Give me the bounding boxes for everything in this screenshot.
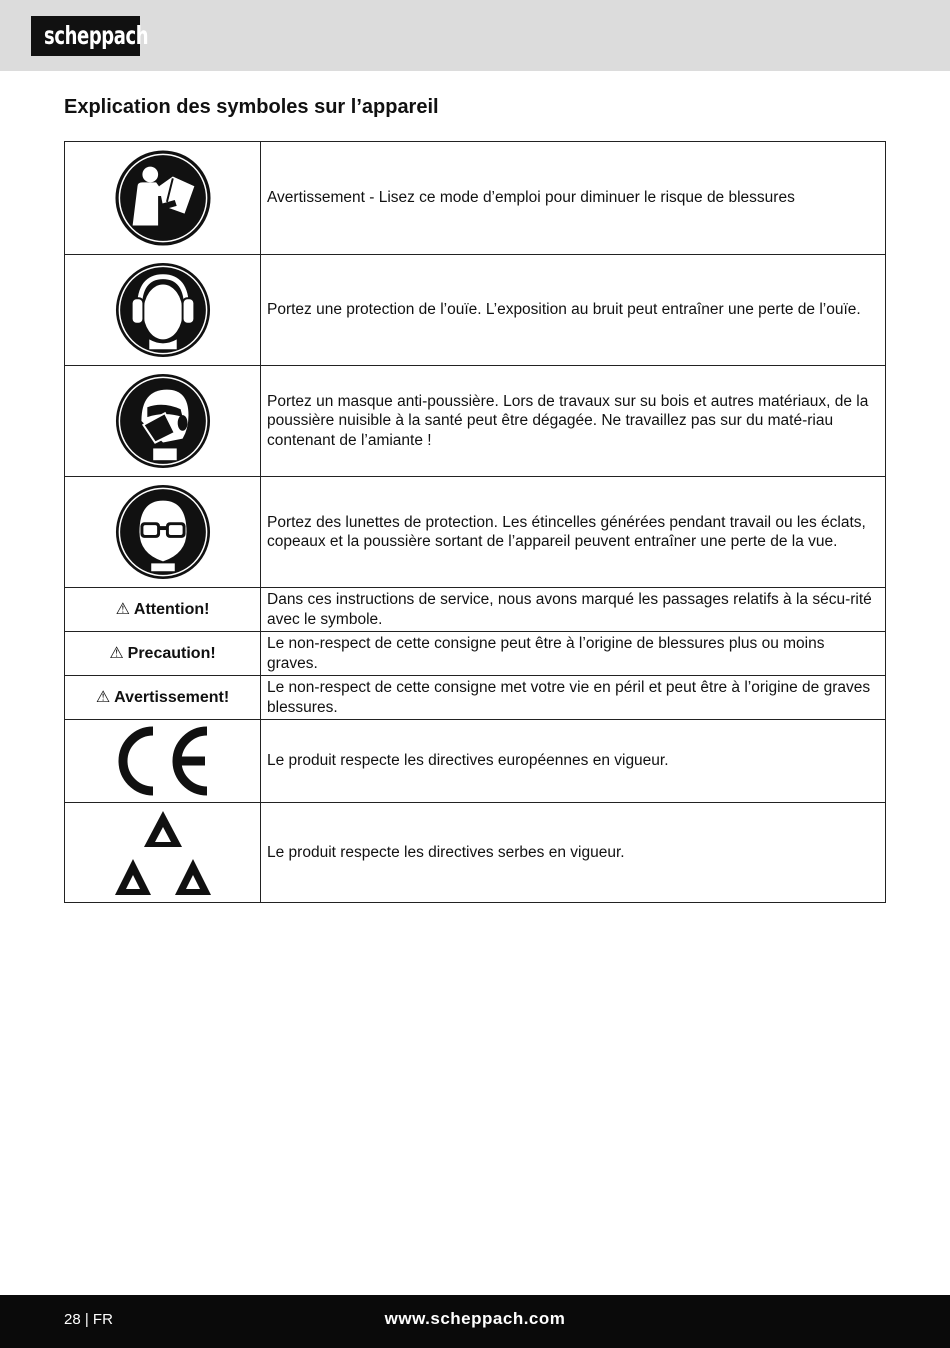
- row-label: ⚠ Avertissement!: [65, 676, 261, 720]
- warning-triangle-icon: ⚠: [109, 644, 124, 662]
- table-row: [65, 588, 886, 632]
- table-row: [65, 477, 886, 588]
- row-description: Le non-respect de cette consigne peut être à l’origine de blessures plus ou moins graves.: [261, 632, 886, 676]
- row-description: Portez un masque anti-poussière. Lors de travaux sur su bois et autres matériaux, de la poussière nuisible à la santé peut être dégagée. Ne travaillez pas sur du maté-riau contenant de l’amiante !: [261, 366, 886, 477]
- row-description: Portez une protection de l’ouïe. L’exposition au bruit peut entraîner une perte de l’ouïe.: [261, 255, 886, 366]
- safety-goggles-icon: [114, 483, 212, 581]
- read-manual-icon: [114, 149, 212, 247]
- row-description: Dans ces instructions de service, nous avons marqué les passages relatifs à la sécu-rité avec le symbole.: [261, 588, 886, 632]
- footer-bar: [0, 1295, 950, 1348]
- warning-triangle-icon: ⚠: [115, 600, 130, 618]
- header-bar: [0, 0, 950, 71]
- ear-protection-icon: [114, 261, 212, 359]
- warning-triangle-icon: ⚠: [95, 688, 111, 706]
- row-description: Le produit respecte les directives serbes en vigueur.: [261, 803, 886, 903]
- symbols-table: [64, 141, 886, 903]
- row-description: Le produit respecte les directives européennes en vigueur.: [261, 720, 886, 803]
- row-description: Le non-respect de cette consigne met votre vie en péril et peut être à l’origine de graves blessures.: [261, 676, 886, 720]
- page-number: 28 | FR: [64, 1311, 113, 1328]
- page-title: Explication des symboles sur l’appareil: [64, 96, 439, 118]
- table-row: [65, 676, 886, 720]
- ce-mark-icon: [113, 725, 213, 797]
- symbol-cell: [65, 803, 261, 903]
- row-label: ⚠ Attention!: [65, 588, 261, 632]
- table-row: [65, 142, 886, 255]
- row-description: Portez des lunettes de protection. Les étincelles générées pendant travail ou les éclats, copeaux et la poussière sortant de l’appareil peuvent entraîner une perte de la vue.: [261, 477, 886, 588]
- row-label: ⚠ Precaution!: [65, 632, 261, 676]
- dust-mask-icon: [114, 372, 212, 470]
- serbian-conformity-icon: [113, 809, 213, 897]
- symbol-cell: [65, 366, 261, 477]
- table-row: [65, 720, 886, 803]
- table-row: [65, 366, 886, 477]
- table-row: [65, 803, 886, 903]
- table-row: [65, 632, 886, 676]
- symbol-cell: [65, 255, 261, 366]
- brand-logo: scheppach: [31, 16, 140, 56]
- symbol-cell: [65, 142, 261, 255]
- website-url: www.scheppach.com: [384, 1309, 566, 1328]
- symbol-cell: [65, 720, 261, 803]
- table-row: [65, 255, 886, 366]
- row-description: Avertissement - Lisez ce mode d’emploi pour diminuer le risque de blessures: [261, 142, 886, 255]
- symbol-cell: [65, 477, 261, 588]
